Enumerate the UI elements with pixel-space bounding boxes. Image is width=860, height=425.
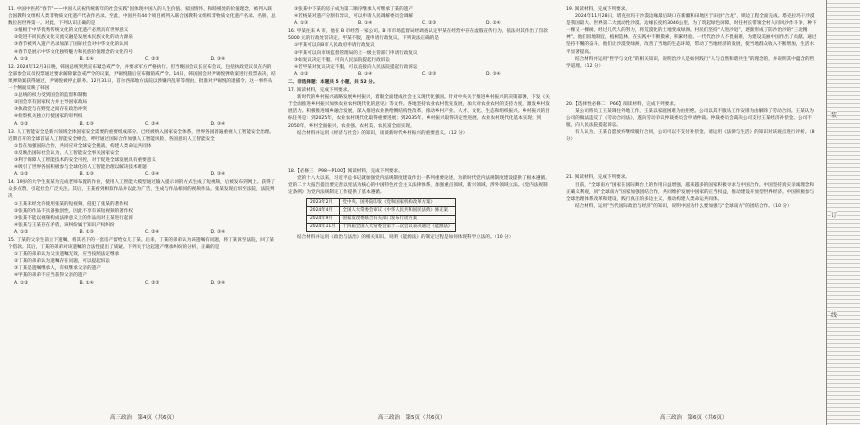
- page-5-column: [288, 6, 550, 411]
- question-stem: 21. 阅读材料，完成下列要求。: [566, 175, 630, 181]
- choice: D. ③④: [210, 229, 226, 235]
- question-stem: 12. 2024年12月3日晚，韩国总统突然宣布紧急戒严令，并要求军方严格执行。但当晚国会议长宣布会议，包括执政党议员在内的全部参会议员投票通过要求解除紧急戒严令的议案，尹锡悦随后宣布撤销戒严令。14日，韩国国会对尹锡悦弹劾案进行投票表决，结果弹劾案获得通过，尹锡悦被停止职务。12月31日，首尔西部地方法院以涉嫌内乱罪等理由，批准对尹锡悦的逮捕令。这一事件从一个侧面反映了韩国: [8, 64, 276, 92]
- material-text: 新时代的乡村振兴战略发展乡村振兴，着眼全面建成社会主义现代化强国。针对中央关于推进乡村振兴的决策部署，下发《关于全面推进乡村振兴加快农业农村现代化的意见》等文件。各地坚持农业农村优先发展，加大对农业农村的支持力度，激发乡村发展活力。积极推进城乡融合发展，深入推进农业供给侧结构性改革，推动乡村产业、人才、文化、生态和组织振兴。乡村振兴的目标任务是：到2025年，农业农村现代化取得重要进展；到2035年，乡村振兴取得决定性进展，农业农村现代化基本实现；到2050年，乡村全面振兴，农业强、农村美、农民富全面实现。: [288, 95, 550, 129]
- question-15-continued: [288, 6, 550, 27]
- choice-row: [8, 229, 276, 236]
- option: ①旨在加强国际合作，共同应对全球安全挑战，构建人类命运共同体: [14, 143, 152, 149]
- question-11: [8, 6, 276, 63]
- choice: B. ①③: [79, 121, 94, 127]
- choice-row: [8, 171, 276, 178]
- choice: A. ①②: [294, 71, 309, 77]
- margin-mark: 线: [831, 312, 838, 319]
- page-footer: 高三政治 第5页（共6页）: [378, 415, 446, 421]
- table-cell-event: 党中央、国务院印发《党和国家机构改革方案》: [339, 199, 456, 207]
- option: ④春节是展示中华文化独特魅力和民族价值理念的文化符号: [14, 49, 133, 55]
- part-two-title: 二、非选择题：本题共 5 小题，共 52 分。: [288, 79, 378, 85]
- option: ②丁某的弟弟认为遗嘱存在问题，可以提起诉讼: [14, 259, 110, 265]
- choice: C. ②③: [145, 280, 160, 286]
- choice: A. ①②: [14, 172, 29, 178]
- question-stem: 16. 甲某往来 A 市，他在 B 市经营一家公司。B 市市场监督局经调查认定甲某在经营中存在虚假宣传行为，依法对其作出了罚款 5000 元的行政处罚决定。甲某不服，遂申请行政复议。下列说法正确的是: [288, 29, 548, 42]
- question-ask: 结合材料，运用“当代国际政治与经济”的知识，说明中国为什么要加强与“全球南方”的团结合作。（10 分）: [575, 203, 792, 209]
- choice: A. ①③: [294, 21, 309, 27]
- question-13: [8, 129, 276, 179]
- choice: C. ②③: [145, 56, 160, 62]
- page-footer: 高三政治 第6页（共6页）: [660, 415, 728, 421]
- option: ①甲某可以向B市人民政府申请行政复议: [294, 43, 375, 49]
- material-text: 党的十八大以来，习近平总书记就加强党内法规制度建设作出一系列重要论述，为新时代党内法规制度建设提供了根本遵循。党的二十大报告提出要完善以宪法为核心的中国特色社会主义法律体系，加强重点领域、新兴领域、涉外领域立法。《党内法规制定条例》为党内法规制定工作提供了基本遵循。: [288, 175, 550, 195]
- table-row: [307, 223, 456, 231]
- binding-margin: [826, 0, 860, 425]
- margin-mark: 装: [831, 112, 838, 119]
- question-stem: 17. 阅读材料，完成下列要求。: [288, 88, 352, 94]
- option: ①王某未经允许使用张某的短视频，侵犯了张某的著作权: [14, 201, 129, 207]
- material-text: 某公司将员工王某调往外地工作，王某以家庭困难为由拒绝。公司以其不服从工作安排为由解除了劳动合同。王某认为公司的做法违反了《劳动合同法》，遂向劳动争议仲裁委员会申请仲裁。仲裁委员会裁决公司支付王某经济补偿金。公司不服，向人民法院提起诉讼。: [566, 108, 814, 129]
- choice: D. ③④: [210, 172, 226, 178]
- choice: D. ②④: [486, 21, 501, 27]
- question-stem: 20.【选择性必修二 P66】阅读材料，完成下列要求。: [566, 101, 679, 107]
- choice: A. ①②: [14, 56, 29, 62]
- question-stem: 14. 19岁的大学生张某为完成老师布置的作业，使用人工智能大模型通过输入提示词的方式生成了短视频，后被发布到网上。获得了众多点赞，引起社会广泛关注。其后，王某看到相似作品并以此为广告，生成与作品相同的视频作品。张某发现后诉至法院，法院判决: [8, 180, 276, 200]
- option: ④吸引了世界各国积极参与全球化的人工智能治理以解决技术难题: [14, 165, 147, 171]
- option: ④张某与王某存在矛盾，该纠纷属于知识产权纠纷: [14, 222, 115, 228]
- choice: B. ①④: [358, 21, 373, 27]
- question-20: [566, 101, 818, 144]
- option: ②甲某可以向市场监督管理局的上一级主管部门申请行政复议: [294, 50, 418, 56]
- table-cell-date: 2024年9月: [307, 215, 340, 223]
- table-cell-date: 2024年11月: [307, 223, 340, 231]
- question-stem: 13. 人工智能安全是新兴领域全体国家安全需要的重要组成部分。已经被纳入国家安全体系，世界各国普遍重视人工智能安全治理。近期召开的全球首届人工智能安全峰会，呼吁通过国际合作加强人工智能风险，各国意识人工智能安全: [8, 129, 275, 142]
- question-19: [566, 6, 818, 70]
- option: ③执政党与在野党之间存在政治冲突: [14, 107, 88, 113]
- table-cell-date: 2023年2月: [307, 199, 340, 207]
- table-row: [307, 199, 456, 207]
- table-cell-event: 全国人大常委会审议《中华人民共和国民法典》修正案: [339, 207, 456, 215]
- question-14: [8, 179, 276, 236]
- choice: D. ③④: [210, 121, 226, 127]
- choice-row: [8, 280, 276, 287]
- option: ④甲某的弟弟不应当获得父亲的遗产: [14, 273, 88, 279]
- option: ②张某的作品不具备独创性，因此不享有该短视频的著作权: [14, 208, 133, 214]
- choice: A. ①②: [14, 121, 29, 127]
- timeline-table: [306, 198, 456, 232]
- option: ①总统的权力受到国会的监督和制衡: [14, 93, 88, 99]
- option: ③春节被列入遗产名录加深了国际社会对中华文化的认同: [14, 42, 129, 48]
- answer-space: [566, 71, 818, 101]
- question-stem: 11. 中国中医药“春节”——中国人庆祝传统新年的社会实践”因体现中国人的人生价值、家国情怀、和睦相处的价值理念，被列入联合国教科文组织人类非物质文化遗产代表作名录。至此，中国共有44个项目被列入联合国教科文组织非物质文化遗产名录、名册，总数位居世界第一。对此，下列认识正确的是: [8, 7, 276, 27]
- question-ask: 结合材料并运用《经济与社会》的知识，谈谈新时代乡村振兴的重要意义。（12 分）: [297, 130, 468, 136]
- margin-mark: 订: [831, 212, 838, 219]
- page-4-column: [8, 6, 276, 411]
- question-ask: 有人认为，王某自愿放弃继续履行合同，公司可以不支付补偿金。请运用《法律与生活》的知识对该观点进行评析。（8 分）: [566, 130, 815, 143]
- option: ④若甲某对复议决定不服，可以直接向人民法院提起行政诉讼: [294, 64, 418, 70]
- choice: C. ②③: [422, 71, 437, 77]
- option: ④检察机关独立行使国家的审判权: [14, 114, 83, 120]
- question-18: [288, 168, 550, 242]
- option: ③丁某是遗嘱继承人，有权继承父亲的遗产: [14, 266, 101, 272]
- option: ③如复议决定不服，可向人民法院提起行政诉讼: [294, 57, 390, 63]
- choice-row: [8, 121, 276, 128]
- material-text: 目前，“全球南方”国家在国际舞台上的作用日益增强，越来越多的国家积极寻求与中国合作。中国坚持真实亲诚理念和正确义利观，同“全球南方”国家加强团结合作，共同维护发展中国家的正当权益，推动建设开放型世界经济。中国积极参与全球治理体系改革和建设，践行真正的多边主义，推动构建人类命运共同体。: [566, 182, 815, 202]
- table-cell-event: 国家发改委联合有关部门发布行动方案: [339, 215, 456, 223]
- choice: D. ③④: [210, 56, 226, 62]
- option: ②促进不同民族文化交流交融是发展本民族文化的动力源泉: [14, 35, 133, 41]
- choice: B. ①④: [358, 71, 373, 77]
- choice: A. ①②: [14, 229, 29, 235]
- table-cell-date: 2024年4月: [307, 207, 340, 215]
- question-stem: 19. 阅读材料，完成下列要求。: [566, 7, 630, 12]
- option: ③张某中下某的房子成为第二顺序继承人可继承丁某的遗产: [294, 7, 413, 12]
- option: ③张某不能以视频构成法律意义上的作品而对王某进行起诉: [14, 215, 133, 221]
- choice: B. ①③: [79, 229, 94, 235]
- answer-space: [288, 138, 550, 168]
- section-heading: [288, 79, 550, 86]
- question-17: [288, 87, 550, 137]
- table-row: [307, 207, 456, 215]
- choice: B. ①④: [79, 56, 94, 62]
- option: ③利于保障人工智能技术的安全可控，对于促进全球发展具有重要意义: [14, 157, 156, 163]
- material-text: 2024年11月28日，塔克拉玛干沙漠边缘最后缺口在新疆和田地区于田县“合龙”，锁边工程全面完成。塔克拉玛干沙漠是我国最大、世界第二大流动性沙漠。边缘长度约3046公里，为了筑起绿色屏障，时任村长带领全村人同风沙作斗争，种下一棵又一棵树。经过几代人的努力，将荒漠化的土地变成绿洲。村民们坚持“人进沙退”，逐渐形成了防沙治沙的“三北精神”。他们因地制宜，植树造林，在实践中不断摸索，积累经验。一代代治沙人不畏艰难，为建设美丽中国作出了贡献。通过坚持不懈的奋斗，他们让沙漠变绿洲，改善了当地的生态环境，带动了当地经济的发展，使当地群众收入不断增加，生活水平显著提高。: [566, 14, 817, 55]
- question-21: [566, 174, 818, 209]
- choice: A. ①②: [14, 280, 29, 286]
- choice-row: [8, 56, 276, 63]
- choice: D. ③④: [486, 71, 501, 77]
- choice: B. ①③: [79, 172, 94, 178]
- choice: D. ③④: [210, 280, 226, 286]
- option: ②反映出国际社会认为，人工智能安全事关国家安全: [14, 150, 120, 156]
- question-16: [288, 28, 550, 78]
- page-6-column: [566, 6, 818, 411]
- option: ④若杨某对遗产分割有异议，可以申请人民调解委员会调解: [294, 14, 413, 20]
- choice-row: [288, 20, 550, 27]
- table-cell-event: 十四届全国人大常委会第十二次会议表决通过《能源法》: [339, 223, 456, 231]
- question-stem: 15. 丁某的父亲生前立下遗嘱，将其名下的一套房产留给女儿丁某。后来，丁某的弟弟认为该遗嘱有问题，将丁某诉至法院，回了某个借款。其后，丁某的弟弟对该遗嘱的合法性提出了质疑。下列关于这起遗产继承纠纷的分析，正确的是: [8, 238, 275, 251]
- question-12: [8, 64, 276, 128]
- option: ②国会享有国家权力并主导国家政局: [14, 100, 88, 106]
- option: ①植根于中华优秀传统文化的文化遗产必然具有世界意义: [14, 28, 129, 34]
- choice: B. ①④: [79, 280, 94, 286]
- page-footer: 高三政治 第4页（共6页）: [110, 415, 178, 421]
- choice: C. ②③: [422, 21, 437, 27]
- choice: C. ②④: [145, 121, 160, 127]
- question-ask: 结合材料并运用《政治与法治》的相关知识，说明《能源法》的制定过程是如何体现科学立法的。（10 分）: [297, 235, 514, 241]
- question-ask: 结合材料并运用“哲学与文化”的相关知识，说明治沙人是如何践行“人与自然和谐共生”的理念的，并说明其中蕴含的哲学道理。（12 分）: [566, 56, 815, 69]
- answer-space: [566, 144, 818, 174]
- choice-row: [288, 71, 550, 78]
- option: ①丁某的弟弟认为父亲遗嘱无效，应当按照法定继承: [14, 252, 120, 258]
- choice: C. ②④: [145, 172, 160, 178]
- choice: C. ②④: [145, 229, 160, 235]
- table-row: [307, 215, 456, 223]
- question-15: [8, 237, 276, 287]
- question-stem: 18.【必修三 P98—P100】阅读材料，完成下列要求。: [288, 168, 403, 174]
